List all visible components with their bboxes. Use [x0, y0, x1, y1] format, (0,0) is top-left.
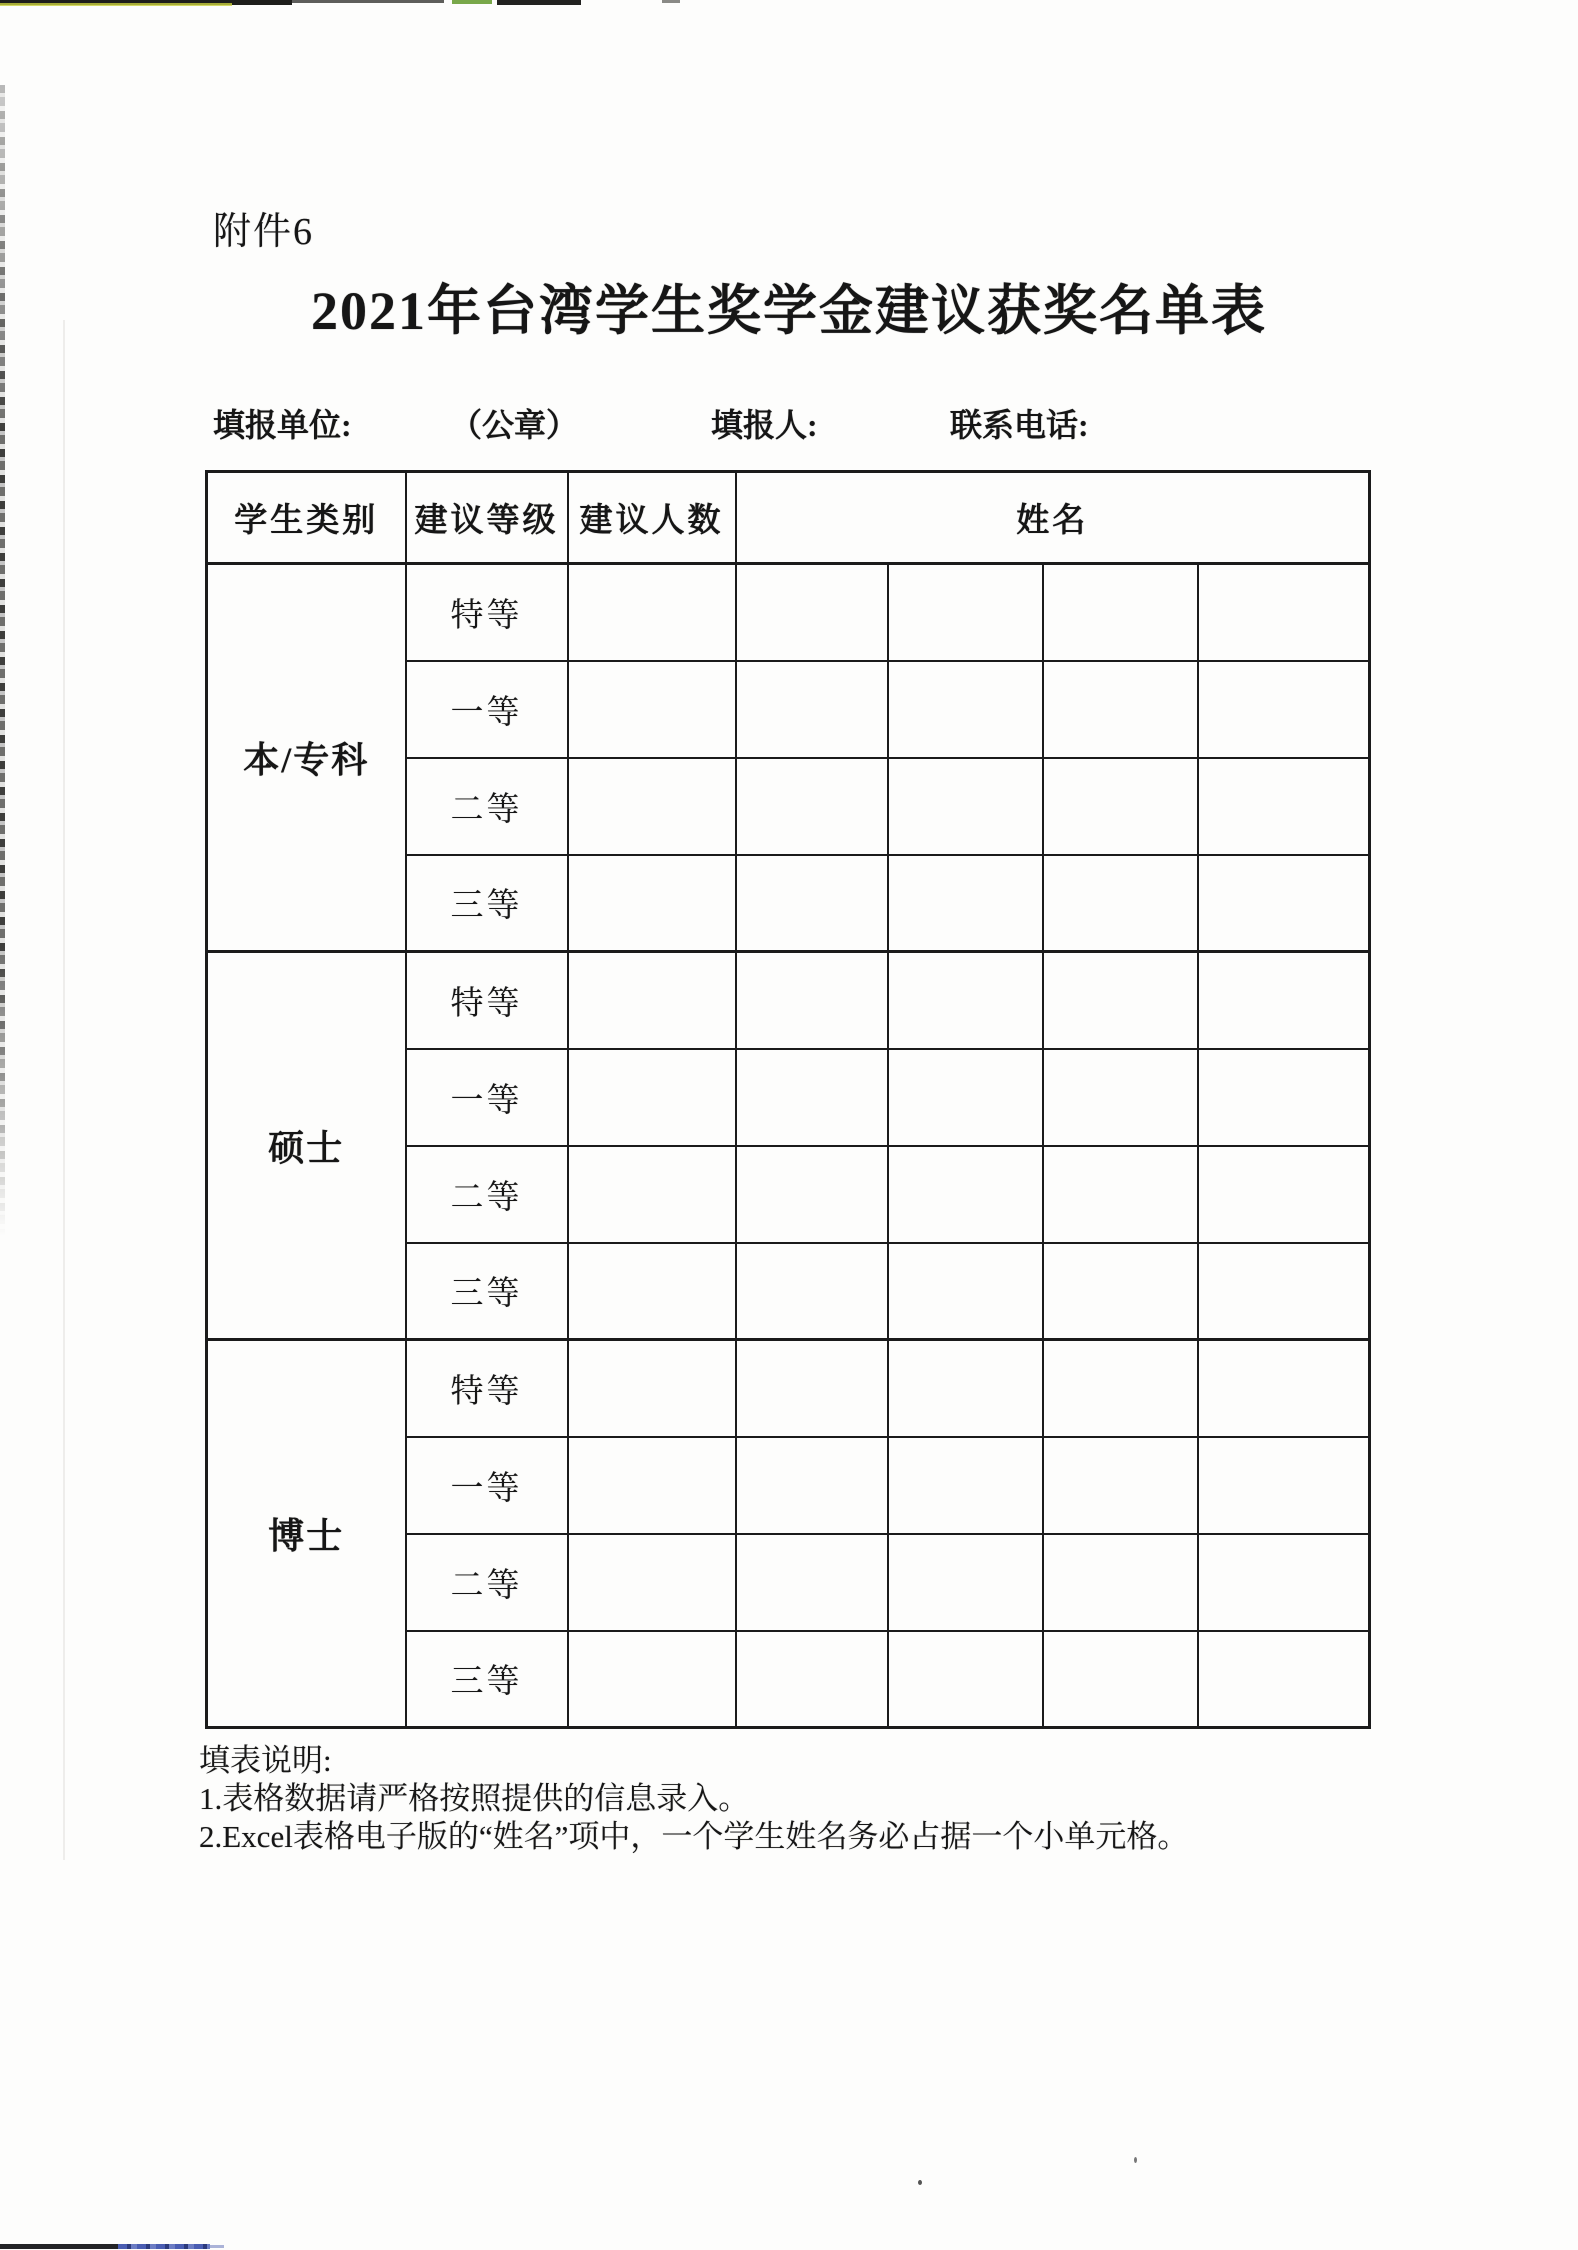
scan-artifact-segment: [0, 3, 232, 6]
grade-cell: 特等: [406, 564, 568, 661]
filler-name-label: 填报人:: [711, 407, 818, 443]
name-cell: [1198, 1340, 1370, 1437]
table-row: [207, 564, 1370, 661]
name-cell: [736, 661, 888, 758]
form-labels-row: [0, 400, 1578, 444]
name-cell: [888, 564, 1043, 661]
name-cell: [1043, 1534, 1198, 1631]
name-cell: [888, 1049, 1043, 1146]
scan-artifact-segment: [210, 2245, 224, 2248]
name-cell: [1043, 661, 1198, 758]
name-cell: [1043, 1146, 1198, 1243]
name-cell: [736, 564, 888, 661]
grade-cell: 三等: [406, 1631, 568, 1728]
count-cell: [568, 1631, 736, 1728]
count-cell: [568, 758, 736, 855]
name-cell: [736, 1243, 888, 1340]
table-row: [207, 1340, 1370, 1437]
award-table-container: [205, 470, 1371, 1729]
col-header-suggested-grade: 建议等级: [406, 472, 568, 564]
grade-cell: 二等: [406, 758, 568, 855]
count-cell: [568, 564, 736, 661]
scan-artifact-segment: [497, 0, 581, 5]
name-cell: [1043, 564, 1198, 661]
note-item-1: 1.表格数据请严格按照提供的信息录入。: [199, 1781, 750, 1816]
count-cell: [568, 1146, 736, 1243]
name-cell: [888, 1243, 1043, 1340]
name-cell: [1043, 1049, 1198, 1146]
name-cell: [1198, 1146, 1370, 1243]
grade-cell: 特等: [406, 952, 568, 1049]
grade-cell: 一等: [406, 1049, 568, 1146]
name-cell: [1043, 1437, 1198, 1534]
scan-speck: [1134, 2157, 1137, 2163]
name-cell: [1198, 1243, 1370, 1340]
name-cell: [736, 1340, 888, 1437]
name-cell: [1043, 758, 1198, 855]
name-cell: [1043, 1243, 1198, 1340]
name-cell: [888, 855, 1043, 952]
name-cell: [736, 952, 888, 1049]
grade-cell: 一等: [406, 661, 568, 758]
col-header-suggested-count: 建议人数: [568, 472, 736, 564]
name-cell: [1198, 1534, 1370, 1631]
scan-artifact-top-edge: [0, 0, 700, 7]
name-cell: [888, 1534, 1043, 1631]
count-cell: [568, 1243, 736, 1340]
name-cell: [1198, 564, 1370, 661]
contact-phone-label: 联系电话:: [950, 407, 1089, 443]
filling-instructions: [199, 1742, 1459, 1856]
reporting-unit-label: 填报单位:: [213, 407, 352, 443]
grade-cell: 三等: [406, 1243, 568, 1340]
name-cell: [736, 855, 888, 952]
count-cell: [568, 855, 736, 952]
count-cell: [568, 1340, 736, 1437]
col-header-student-category: 学生类别: [207, 472, 406, 564]
name-cell: [1043, 952, 1198, 1049]
name-cell: [888, 1437, 1043, 1534]
grade-cell: 二等: [406, 1146, 568, 1243]
name-cell: [736, 1631, 888, 1728]
count-cell: [568, 952, 736, 1049]
category-cell-undergraduate: 本/专科: [207, 564, 406, 952]
count-cell: [568, 1534, 736, 1631]
table-row: [207, 952, 1370, 1049]
scan-artifact-left-edge: [0, 85, 5, 1235]
award-table: [205, 470, 1371, 1729]
name-cell: [1198, 952, 1370, 1049]
name-cell: [1198, 855, 1370, 952]
scan-artifact-bottom-left: [0, 2243, 225, 2250]
grade-cell: 特等: [406, 1340, 568, 1437]
col-header-names: 姓名: [736, 472, 1370, 564]
name-cell: [888, 661, 1043, 758]
name-cell: [736, 758, 888, 855]
name-cell: [888, 952, 1043, 1049]
attachment-label: 附件6: [213, 211, 315, 253]
count-cell: [568, 1437, 736, 1534]
note-item-2: 2.Excel表格电子版的“姓名”项中，一个学生姓名务必占据一个小单元格。: [199, 1819, 1189, 1854]
name-cell: [1198, 1049, 1370, 1146]
scan-artifact-segment: [662, 0, 680, 3]
grade-cell: 一等: [406, 1437, 568, 1534]
category-cell-doctor: 博士: [207, 1340, 406, 1728]
count-cell: [568, 661, 736, 758]
name-cell: [888, 1340, 1043, 1437]
category-cell-master: 硕士: [207, 952, 406, 1340]
scan-artifact-segment: [452, 0, 492, 4]
name-cell: [736, 1146, 888, 1243]
name-cell: [1043, 1631, 1198, 1728]
name-cell: [736, 1049, 888, 1146]
count-cell: [568, 1049, 736, 1146]
notes-heading: 填表说明:: [199, 1743, 332, 1778]
scan-artifact-segment: [0, 2244, 118, 2249]
name-cell: [1043, 1340, 1198, 1437]
name-cell: [1198, 1437, 1370, 1534]
name-cell: [736, 1534, 888, 1631]
name-cell: [1043, 855, 1198, 952]
name-cell: [1198, 661, 1370, 758]
name-cell: [736, 1437, 888, 1534]
scan-speck: [918, 2180, 922, 2185]
name-cell: [888, 758, 1043, 855]
table-header-row: [207, 472, 1370, 564]
grade-cell: 三等: [406, 855, 568, 952]
scan-artifact-segment: [292, 0, 444, 3]
name-cell: [1198, 758, 1370, 855]
name-cell: [888, 1146, 1043, 1243]
scan-fold-line: [63, 320, 65, 1860]
grade-cell: 二等: [406, 1534, 568, 1631]
name-cell: [888, 1631, 1043, 1728]
document-title: 2021年台湾学生奖学金建议获奖名单表: [311, 281, 1267, 341]
name-cell: [1198, 1631, 1370, 1728]
official-seal-label: （公章）: [450, 407, 579, 443]
scan-artifact-segment: [118, 2244, 210, 2249]
